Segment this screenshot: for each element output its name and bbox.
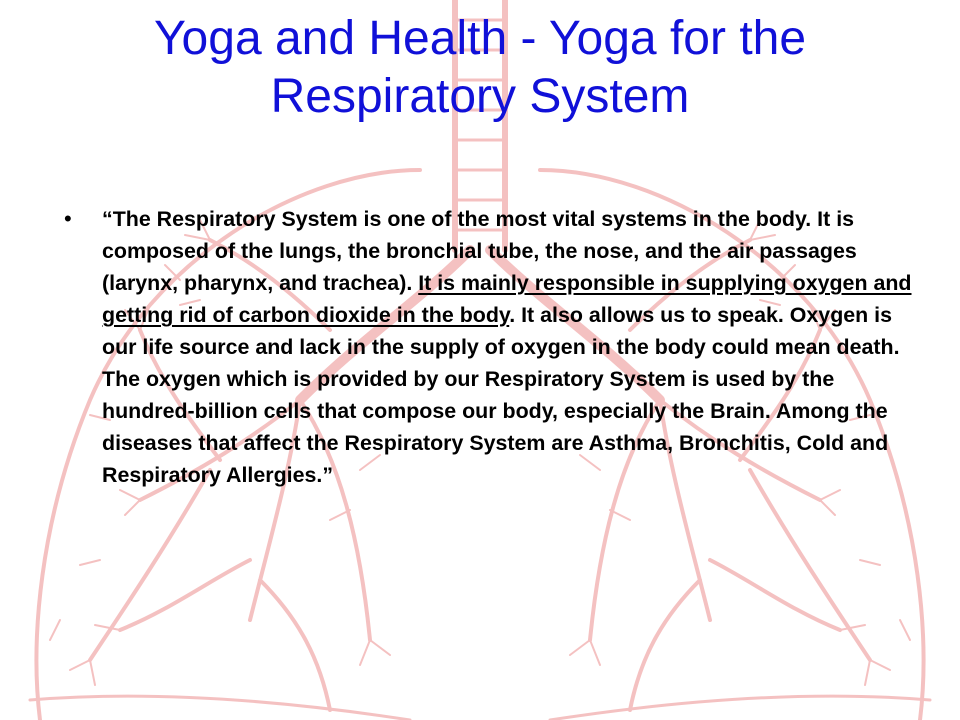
bullet-icon: • [64, 206, 72, 231]
quote-paragraph [102, 203, 914, 491]
paragraph-text-start: “The Respiratory System is one of the most vital systems in the body. It is composed of the lungs, the bronchial tube, the nose, and the air passages (larynx, pharynx, and trachea). [102, 207, 857, 295]
slide-title: Yoga and Health - Yoga for the Respiratory System [153, 12, 807, 123]
underlined-key-statement: It is mainly responsible in supplying oxygen and getting rid of carbon dioxide in the body [102, 271, 912, 327]
bullet-item [64, 203, 914, 491]
slide-body [64, 203, 914, 491]
paragraph-text-end: . It also allows us to speak. Oxygen is our life source and lack in the supply of oxygen in the body could mean death. The oxygen which is provided by our Respiratory System is used by the hundred-billion cells that compose our body, especially the Brain. Among the diseases that affect the Respiratory System are Asthma, Bronchitis, Cold and Respiratory Allergies.” [102, 303, 900, 487]
